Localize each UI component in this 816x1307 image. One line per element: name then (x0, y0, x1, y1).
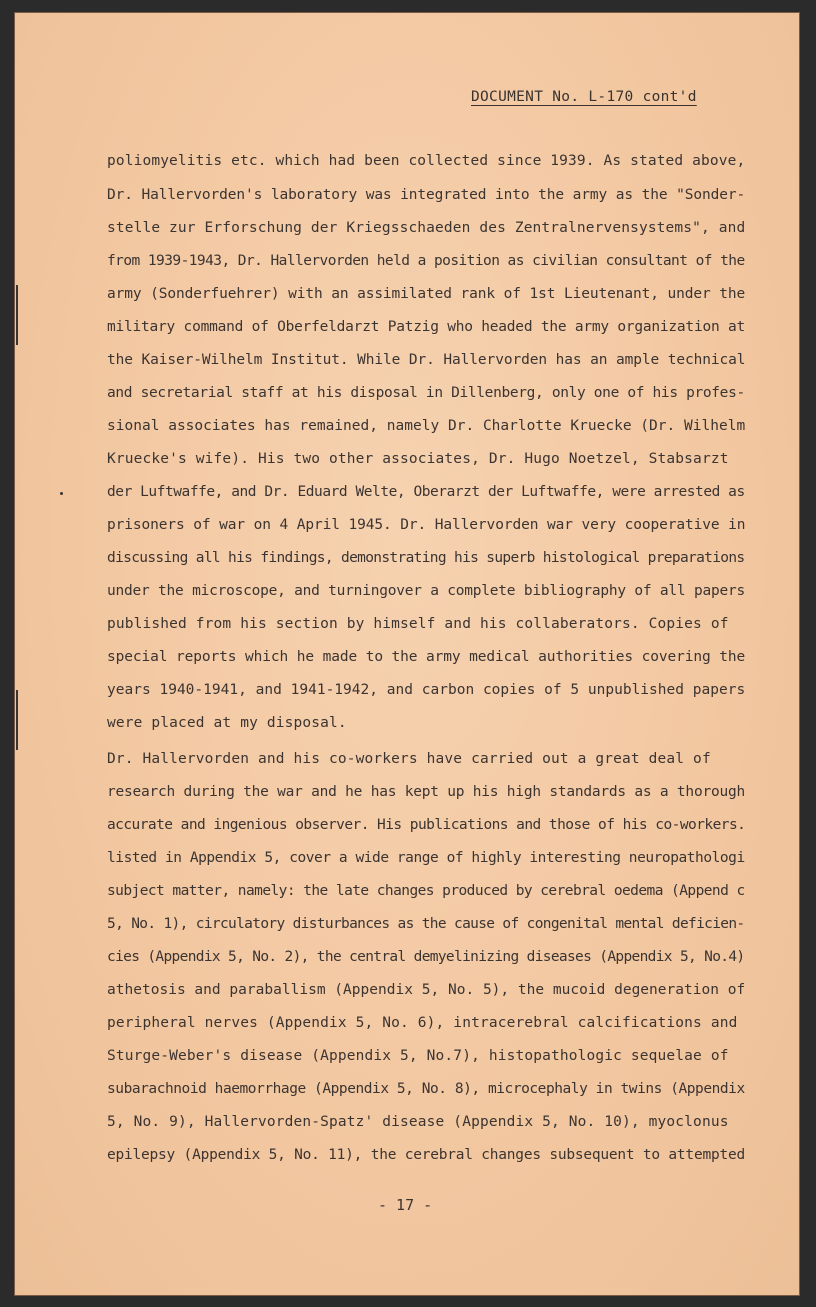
body-line: were placed at my disposal. (107, 715, 347, 731)
body-line: poliomyelitis etc. which had been collected since 1939. As stated above, (107, 153, 746, 169)
body-line: research during the war and he has kept up his high standards as a thorough (107, 784, 745, 800)
body-line: Dr. Hallervorden and his co-workers have carried out a great deal of (107, 751, 711, 767)
body-line: under the microscope, and turningover a complete bibliography of all papers (107, 583, 745, 599)
body-line: subarachnoid haemorrhage (Appendix 5, No. 8), microcephaly in twins (Appendix (107, 1081, 745, 1097)
margin-mark (16, 690, 18, 750)
body-line: discussing all his findings, demonstrating his superb histological preparations (107, 550, 745, 566)
body-line: Kruecke's wife). His two other associates, Dr. Hugo Noetzel, Stabsarzt (107, 451, 729, 467)
body-line: the Kaiser-Wilhelm Institut. While Dr. Hallervorden has an ample technical (107, 352, 746, 368)
body-line: prisoners of war on 4 April 1945. Dr. Hallervorden war very cooperative in (107, 517, 746, 533)
body-line: listed in Appendix 5, cover a wide range of highly interesting neuropathologi (107, 850, 745, 866)
body-line: epilepsy (Appendix 5, No. 11), the cerebral changes subsequent to attempted (107, 1147, 745, 1163)
body-line: stelle zur Erforschung der Kriegsschaeden des Zentralnervensystems", and (107, 220, 746, 236)
body-line: from 1939-1943, Dr. Hallervorden held a position as civilian consultant of the (107, 253, 745, 269)
body-line: 5, No. 1), circulatory disturbances as the cause of congenital mental deficien- (107, 916, 745, 932)
body-line: subject matter, namely: the late changes produced by cerebral oedema (Append c (107, 883, 745, 899)
body-line: 5, No. 9), Hallervorden-Spatz' disease (Appendix 5, No. 10), myoclonus (107, 1114, 729, 1130)
body-line: years 1940-1941, and 1941-1942, and carbon copies of 5 unpublished papers (107, 682, 746, 698)
body-line: special reports which he made to the army medical authorities covering the (107, 649, 746, 665)
margin-mark (16, 285, 18, 345)
body-line: Dr. Hallervorden's laboratory was integrated into the army as the "Sonder- (107, 187, 746, 203)
body-line: Sturge-Weber's disease (Appendix 5, No.7), histopathologic sequelae of (107, 1048, 729, 1064)
margin-dot (60, 492, 63, 495)
body-line: accurate and ingenious observer. His publications and those of his co-workers. (107, 817, 746, 833)
body-line: and secretarial staff at his disposal in Dillenberg, only one of his profes- (107, 385, 745, 401)
body-line: athetosis and paraballism (Appendix 5, No. 5), the mucoid degeneration of (107, 982, 746, 998)
page-number: - 17 - (378, 1196, 433, 1214)
body-line: sional associates has remained, namely Dr. Charlotte Kruecke (Dr. Wilhelm (107, 418, 746, 434)
body-line: der Luftwaffe, and Dr. Eduard Welte, Oberarzt der Luftwaffe, were arrested as (107, 484, 745, 500)
body-line: peripheral nerves (Appendix 5, No. 6), intracerebral calcifications and (107, 1015, 738, 1031)
body-line: published from his section by himself and his collaberators. Copies of (107, 616, 729, 632)
body-line: military command of Oberfeldarzt Patzig who headed the army organization at (107, 319, 745, 335)
document-reference-header: DOCUMENT No. L-170 cont'd (471, 89, 697, 105)
body-line: army (Sonderfuehrer) with an assimilated rank of 1st Lieutenant, under the (107, 286, 746, 302)
body-line: cies (Appendix 5, No. 2), the central demyelinizing diseases (Appendix 5, No.4) (107, 949, 745, 965)
